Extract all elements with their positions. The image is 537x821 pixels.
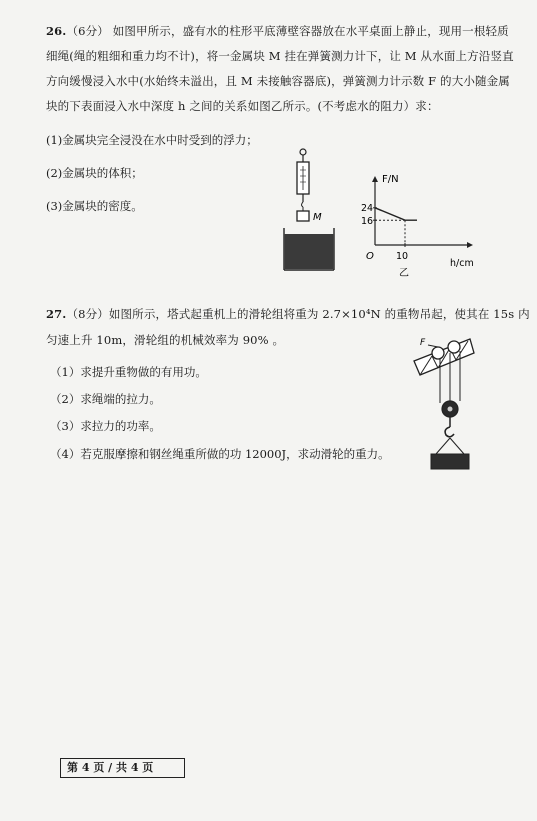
ytick-16: 16 (361, 216, 374, 227)
q26-line-1-text: （6分） 如图甲所示，盛有水的柱形平底薄壁容器放在水平桌面上静止，现用一根轻质 (66, 24, 509, 38)
y-axis-arrow (372, 176, 378, 182)
scale-ring (300, 149, 306, 155)
fixed-pulley-1 (432, 347, 444, 359)
q27-line-1-text: （8分）如图所示，塔式起重机上的滑轮组将重为 2.7×10⁴N 的重物吊起，使其在 15s 内 (66, 307, 530, 321)
q26-sub-1: (1)金属块完全浸没在水中时受到的浮力； (46, 133, 258, 147)
heavy-load (431, 454, 469, 469)
chart-xlabel: h/cm (450, 258, 474, 269)
page-footer: 第 4 页 / 共 4 页 (60, 758, 185, 778)
chart-axes (372, 176, 473, 248)
fixed-pulley-2 (448, 341, 460, 353)
chart-ylabel: F/N (382, 174, 399, 185)
q26-line-2: 细绳(绳的粗细和重力均不计)，将一金属块 M 挂在弹簧测力计下，让 M 从水面上方沿竖直 (46, 49, 514, 63)
q27-line-1 (46, 307, 530, 321)
crane-pulley-figure (410, 335, 490, 475)
q26-line-4: 块的下表面浸入水中深度 h 之间的关系如图乙所示。(不考虑水的阻力）求： (46, 99, 439, 113)
metal-block-m (297, 211, 309, 221)
q27-sub-1: （1）求提升重物做的有用功。 (50, 365, 207, 379)
label-m: M (313, 212, 322, 223)
q27-sub-2: （2）求绳端的拉力。 (50, 392, 161, 406)
xtick-10: 10 (396, 251, 409, 262)
ytick-24: 24 (361, 203, 374, 214)
f-h-line (375, 208, 417, 220)
q27-line-2: 匀速上升 10m，滑轮组的机械效率为 90% 。 (46, 333, 285, 347)
label-f: F (420, 338, 426, 348)
chart-origin: O (366, 251, 374, 262)
q26-sub-3: (3)金属块的密度。 (46, 199, 143, 213)
q27-number: 27. (46, 307, 67, 321)
q26-line-1 (46, 24, 516, 38)
q27-sub-4: （4）若克服摩擦和钢丝绳重所做的功 12000J，求动滑轮的重力。 (50, 447, 390, 461)
q26-sub-2: (2)金属块的体积； (46, 166, 143, 180)
hook-icon (445, 427, 454, 437)
figure-jia (270, 140, 360, 280)
chart-caption: 乙 (399, 268, 409, 278)
q26-number: 26. (46, 24, 67, 38)
figure-yi-chart (355, 160, 515, 278)
x-axis-arrow (467, 242, 473, 248)
water (285, 234, 334, 269)
q26-line-3: 方向缓慢浸入水中(水始终未溢出，且 M 未接触容器底)，弹簧测力计示数 F 的大小随金属 (46, 74, 510, 88)
q27-sub-3: （3）求拉力的功率。 (50, 419, 161, 433)
